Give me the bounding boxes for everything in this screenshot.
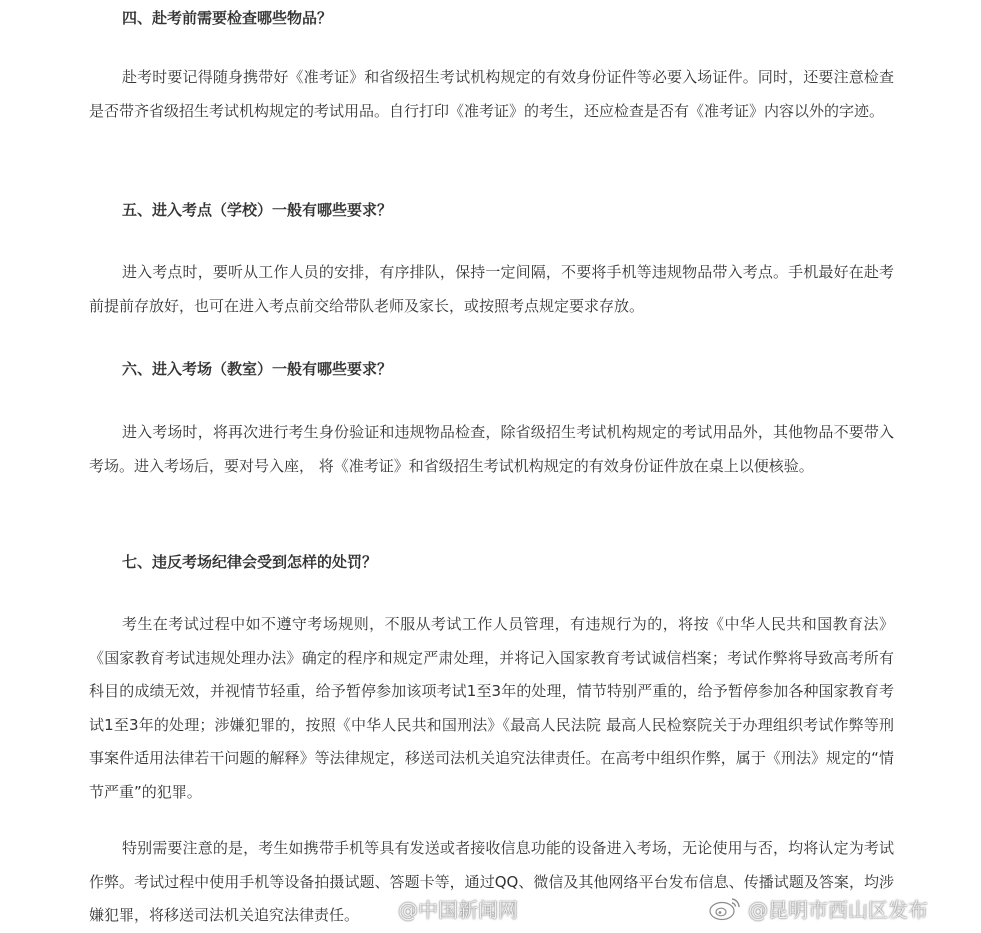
section-7-paragraph-2: 特别需要注意的是，考生如携带手机等具有发送或者接收信息功能的设备进入考场，无论使用与否，均将认定为考试作弊。考试过程中使用手机等设备拍摄试题、答题卡等，通过QQ、微信及其他网络平台发布信息、传播试题及答案，均涉嫌犯罪，将移送司法机关追究法律责任。 — [89, 839, 894, 924]
watermark-chinanews-text: @中国新闻网 — [398, 897, 518, 922]
section-heading-6: 六、进入考场（教室）一般有哪些要求？ — [122, 360, 393, 378]
section-heading-4: 四、赴考前需要检查哪些物品？ — [122, 9, 333, 27]
section-7-paragraph-1: 考生在考试过程中如不遵守考场规则，不服从考试工作人员管理，有违规行为的，将按《中华人民共和国教育法》《国家教育考试违规处理办法》确定的程序和规定严肃处理，并将记入国家教育考试诚信档案；考试作弊将导致高考所有科目的成绩无效，并视情节轻重，给予暂停参加该项考试1至3年的处理，情节特别严重的，给予暂停参加各种国家教育考试1至3年的处理；涉嫌犯罪的，按照《中华人民共和国刑法》《最高人民法院 最高人民检察院关于办理组织考试作弊等刑事案件适用法律若干问题的解释》等法律规定，移送司法机关追究法律责任。在高考中组织作弊，属于《刑法》规定的“情节严重”的犯罪。 — [89, 615, 894, 801]
watermark-kunming-xishan-text: @昆明市西山区发布 — [748, 897, 928, 922]
section-5-paragraph: 进入考点时，要听从工作人员的安排，有序排队，保持一定间隔，不要将手机等违规物品带入考点。手机最好在赴考前提前存放好，也可在进入考点前交给带队老师及家长，或按照考点规定要求存放。 — [89, 263, 894, 315]
section-4-paragraph: 赴考时要记得随身携带好《准考证》和省级招生考试机构规定的有效身份证件等必要入场证件。同时，还要注意检查是否带齐省级招生考试机构规定的考试用品。自行打印《准考证》的考生，还应检查是否有《准考证》内容以外的字迹。 — [89, 68, 894, 120]
section-heading-5: 五、进入考点（学校）一般有哪些要求？ — [122, 201, 393, 219]
section-6-paragraph: 进入考场时，将再次进行考生身份验证和违规物品检查，除省级招生考试机构规定的考试用品外，其他物品不要带入考场。进入考场后，要对号入座， 将《准考证》和省级招生考试机构规定的有效身份证件放在桌上以便核验。 — [89, 423, 894, 475]
section-heading-7: 七、违反考场纪律会受到怎样的处罚？ — [122, 553, 378, 571]
